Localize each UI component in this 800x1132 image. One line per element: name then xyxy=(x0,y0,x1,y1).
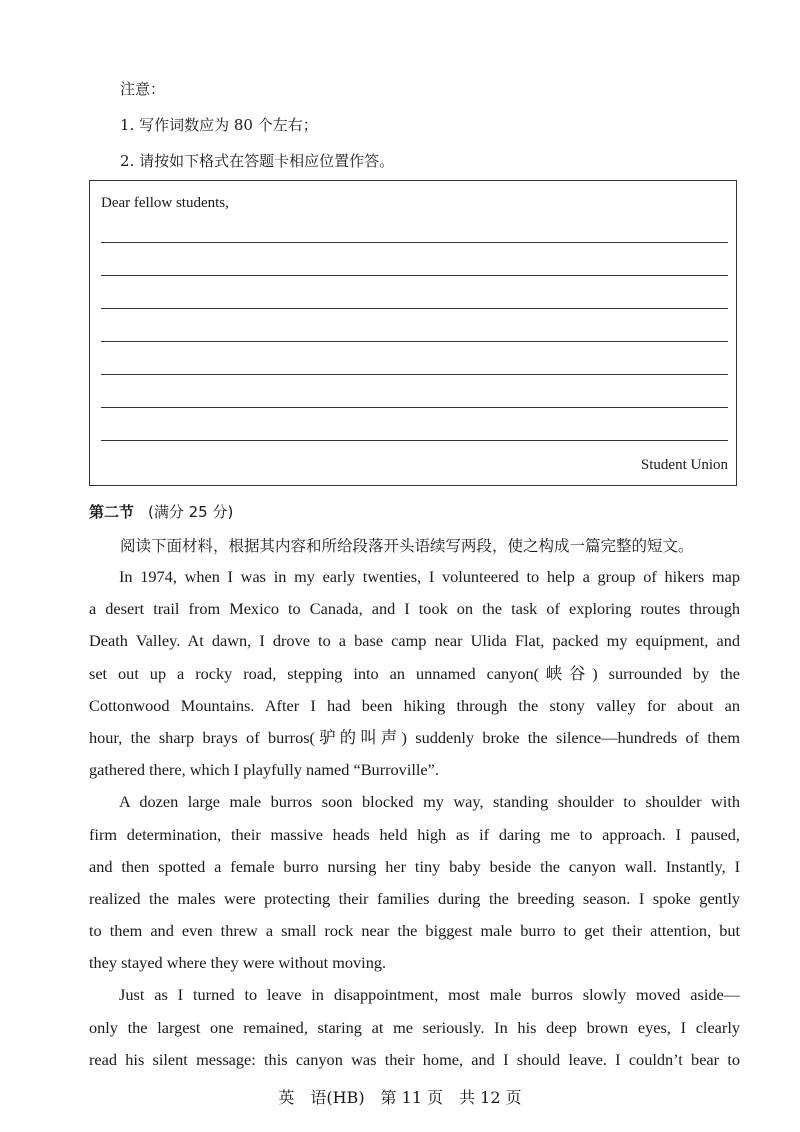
letter-greeting: Dear fellow students, xyxy=(101,195,229,211)
passage-line: realized the males were protecting their families during the breeding season. I spoke gently xyxy=(89,888,740,908)
writing-line xyxy=(101,440,728,441)
notes-item-1: 1. 写作词数应为 80 个左右； xyxy=(120,116,318,134)
passage-line: In 1974, when I was in my early twenties, I volunteered to help a group of hikers map xyxy=(119,567,740,586)
passage-line: only the largest one remained, staring at me seriously. In his deep brown eyes, I clearly xyxy=(89,1017,740,1037)
section-score: (满分 25 分) xyxy=(148,503,234,521)
passage-line: to them and even threw a small rock near the biggest male burro to get their attention, but xyxy=(89,921,740,941)
writing-line xyxy=(101,407,728,408)
passage-line: A dozen large male burros soon blocked my way, standing shoulder to shoulder with xyxy=(119,792,740,812)
section-instruction: 阅读下面材料，根据其内容和所给段落开头语续写两段，使之构成一篇完整的短文。 xyxy=(120,537,694,555)
passage-line: Just as I turned to leave in disappointment, most male burros slowly moved aside— xyxy=(119,985,740,1005)
page-footer: 英 语(HB) 第 11 页 共 12 页 xyxy=(278,1088,522,1107)
section-title: 第二节 xyxy=(89,503,135,521)
section-heading xyxy=(89,501,233,522)
writing-line xyxy=(101,308,728,309)
passage-line: hour, the sharp brays of burros(驴的叫声) suddenly broke the silence—hundreds of them xyxy=(89,727,740,747)
writing-line xyxy=(101,341,728,342)
writing-line xyxy=(101,275,728,276)
passage-line: they stayed where they were without moving. xyxy=(89,953,387,973)
notes-block xyxy=(120,74,394,182)
passage-line: read his silent message: this canyon was their home, and I should leave. I couldn’t bear to xyxy=(89,1049,740,1069)
letter-signature: Student Union xyxy=(640,457,728,473)
writing-line xyxy=(101,374,728,375)
passage-line: Death Valley. At dawn, I drove to a base camp near Ulida Flat, packed my equipment, and xyxy=(89,631,740,651)
writing-line xyxy=(101,242,728,243)
answer-box xyxy=(89,180,737,486)
passage-line: a desert trail from Mexico to Canada, and I took on the task of exploring routes through xyxy=(89,599,740,619)
passage-line: and then spotted a female burro nursing her tiny baby beside the canyon wall. Instantly, I xyxy=(89,856,740,876)
notes-heading: 注意： xyxy=(120,80,166,98)
passage-line: set out up a rocky road, stepping into an unnamed canyon(峡谷) surrounded by the xyxy=(89,663,740,683)
passage-line: firm determination, their massive heads held high as if daring me to approach. I paused, xyxy=(89,824,740,844)
reading-passage xyxy=(89,561,740,1076)
passage-line: gathered there, which I playfully named “Burroville”. xyxy=(89,760,439,780)
passage-line: Cottonwood Mountains. After I had been hiking through the stony valley for about an xyxy=(89,695,740,715)
notes-item-2: 2. 请按如下格式在答题卡相应位置作答。 xyxy=(120,152,395,170)
